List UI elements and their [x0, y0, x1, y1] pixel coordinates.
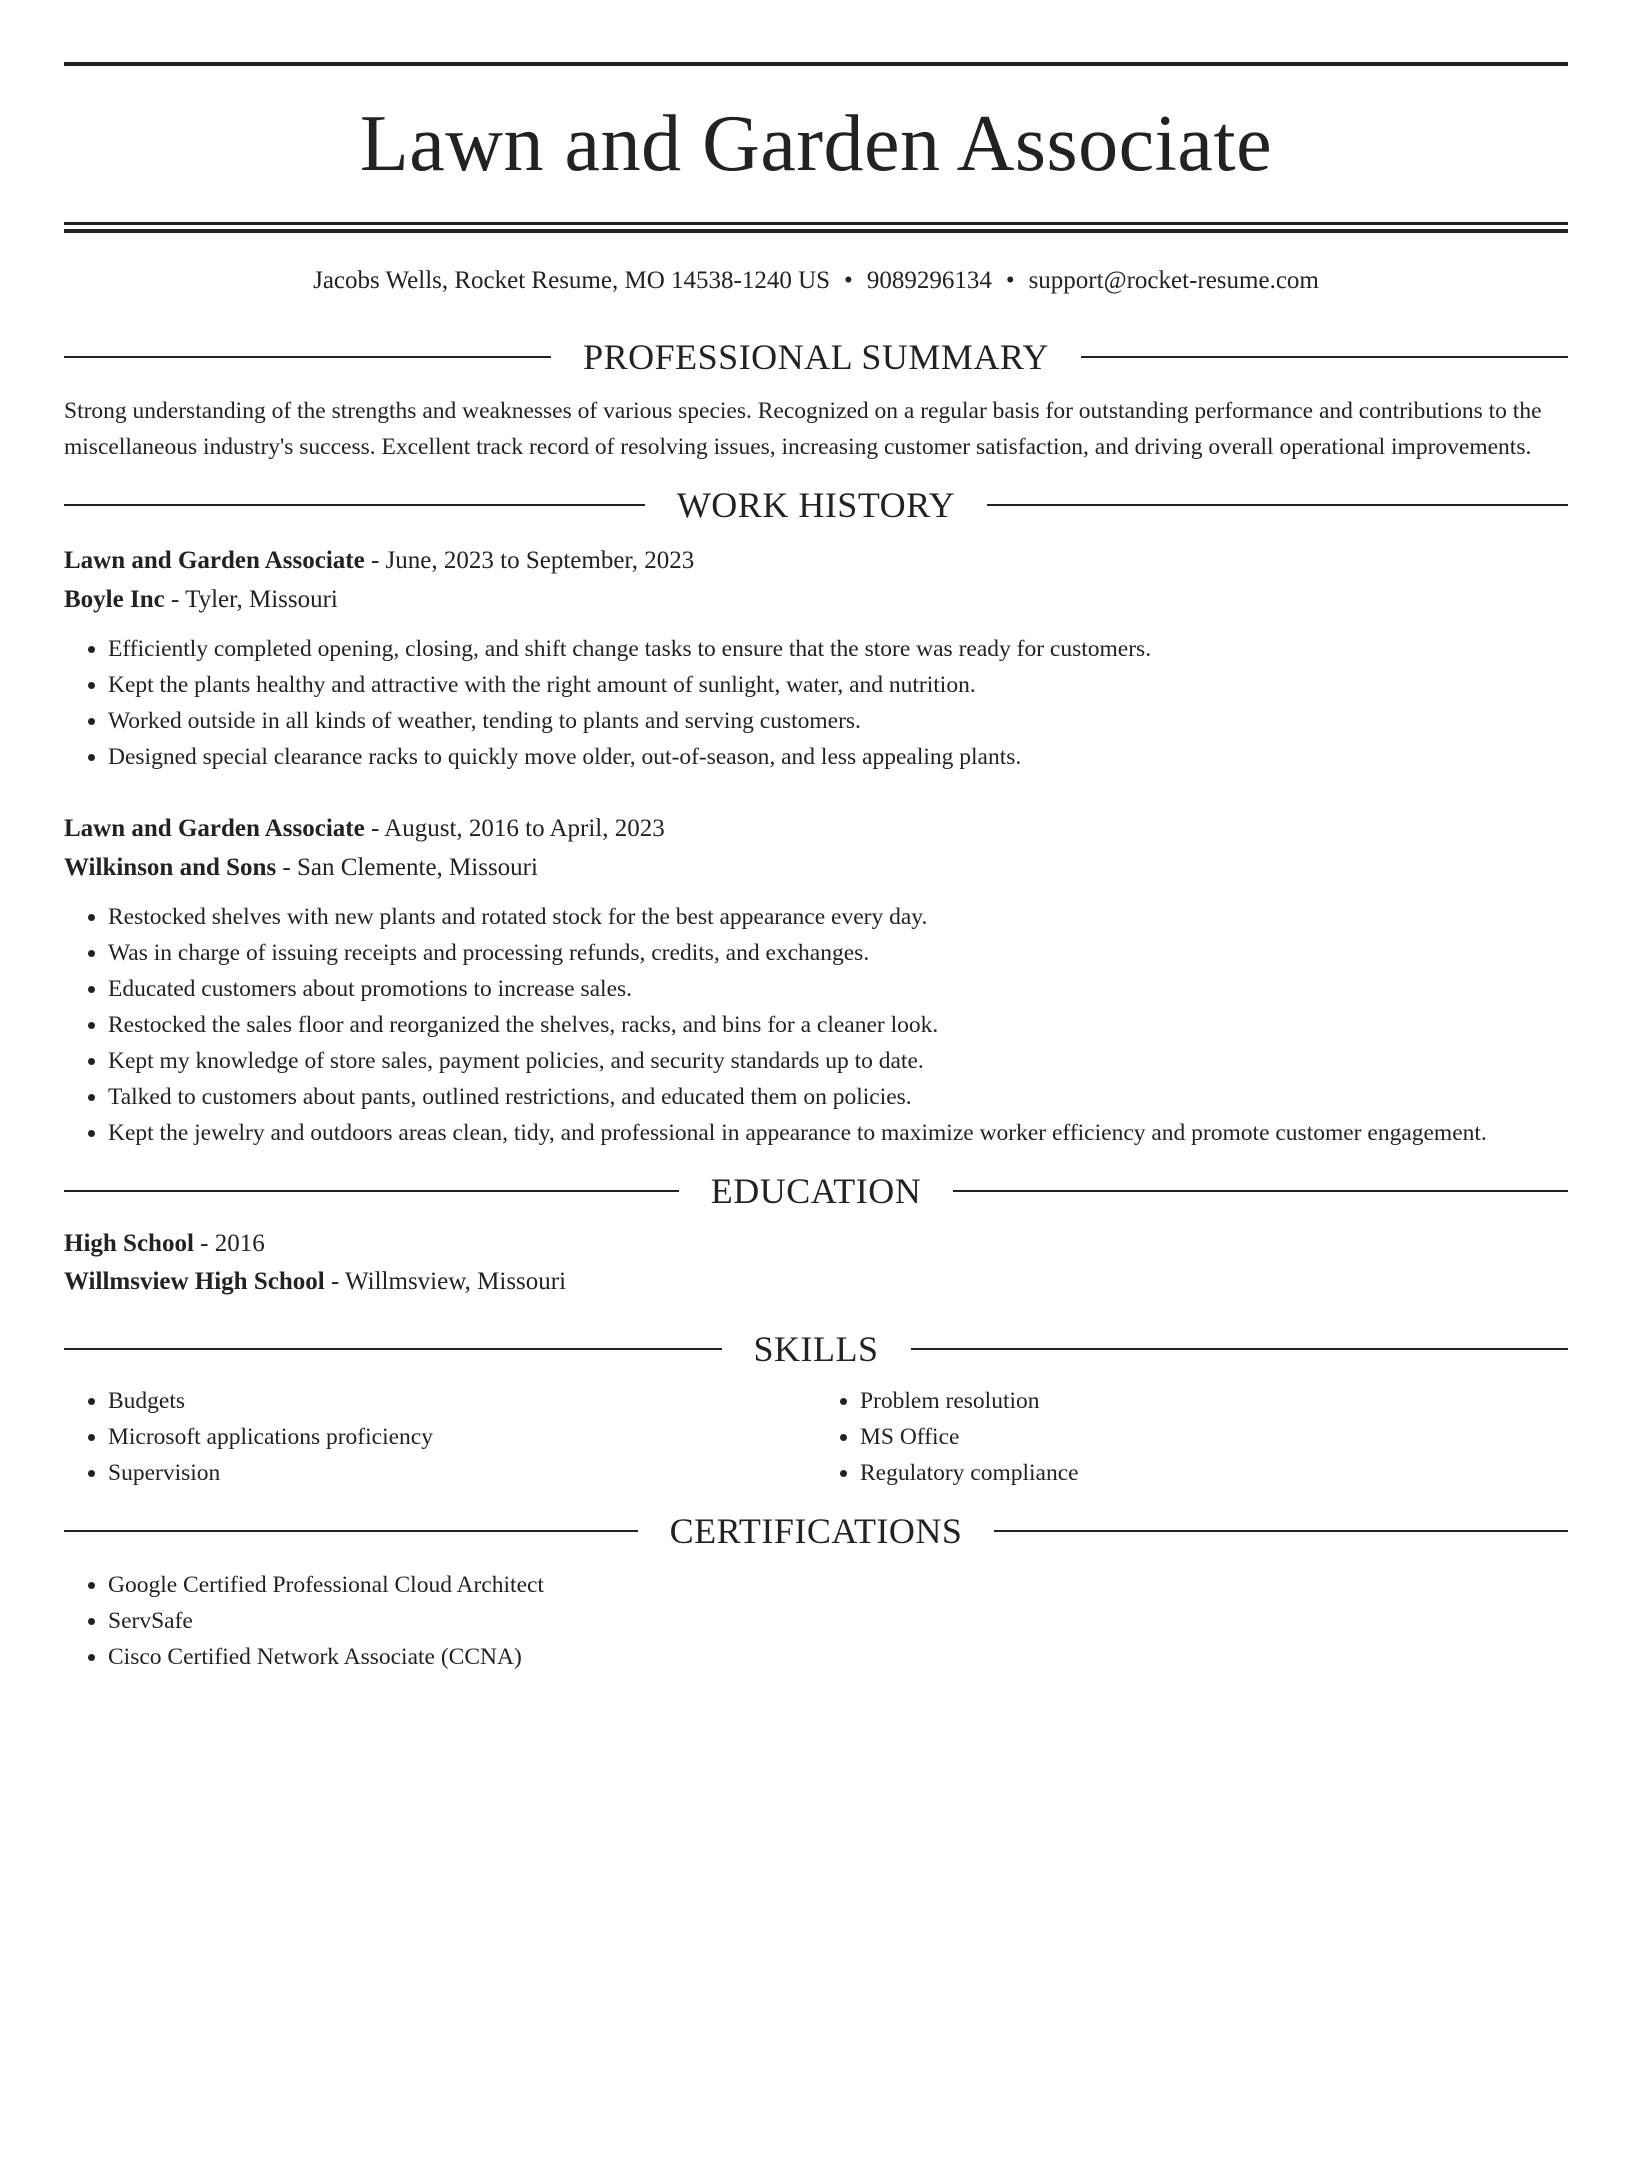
skill-item: • Problem resolution [860, 1383, 1568, 1419]
job-role: Lawn and Garden Associate [64, 815, 365, 842]
certification-bullets [64, 1567, 1568, 1675]
summary-text: Strong understanding of the strengths and weaknesses of various species. Recognized on a regular basis for outstanding performance and contributions to the miscellaneous industry's success. Excellent track record of resolving issues, increasing customer satisfaction, and driving overall operational improvements. [64, 398, 1542, 460]
contact-phone: 9089296134 [866, 267, 992, 294]
list-item: • Restocked the sales floor and reorganized the shelves, racks, and bins for a cleaner look. [108, 1007, 1568, 1043]
job-entry [64, 809, 1568, 1151]
education-location: - Willmsview, Missouri [324, 1268, 567, 1295]
job-company-line [64, 580, 1568, 619]
section-rule-right [987, 504, 1568, 506]
list-item: • Designed special clearance racks to quickly move older, out-of-season, and less appealing plants. [108, 739, 1568, 775]
certifications-list [64, 1567, 1568, 1675]
header-double-rule [64, 222, 1568, 233]
contact-email: support@rocket-resume.com [1028, 267, 1319, 294]
section-header-education [64, 1169, 1568, 1213]
list-item: • Educated customers about promotions to increase sales. [108, 971, 1568, 1007]
section-title-skills: SKILLS [753, 1329, 879, 1369]
list-item: • Restocked shelves with new plants and rotated stock for the best appearance every day. [108, 899, 1568, 935]
section-rule-right [953, 1190, 1568, 1192]
job-company: Wilkinson and Sons [64, 854, 277, 881]
certification-item: • ServSafe [108, 1603, 1568, 1639]
section-title-education: EDUCATION [710, 1171, 922, 1211]
education-year: - 2016 [193, 1230, 265, 1257]
job-title-line [64, 541, 1568, 580]
section-rule-right [1081, 356, 1568, 358]
section-header-work [64, 483, 1568, 527]
list-item: • Was in charge of issuing receipts and processing refunds, credits, and exchanges. [108, 935, 1568, 971]
skill-item: • Budgets [108, 1383, 816, 1419]
education-entry [64, 1225, 1568, 1301]
certification-item: • Google Certified Professional Cloud Architect [108, 1567, 1568, 1603]
certification-item: • Cisco Certified Network Associate (CCNA) [108, 1639, 1568, 1675]
job-entry [64, 541, 1568, 775]
job-location: - San Clemente, Missouri [276, 854, 538, 881]
section-rule-left [64, 504, 645, 506]
job-bullets [64, 899, 1568, 1151]
contact-line [64, 265, 1568, 297]
section-rule-left [64, 1348, 722, 1350]
list-item: • Kept the jewelry and outdoors areas clean, tidy, and professional in appearance to maximize worker efficiency and promote customer engagement. [108, 1115, 1568, 1151]
job-role: Lawn and Garden Associate [64, 547, 365, 574]
section-header-certifications [64, 1509, 1568, 1553]
job-title-line [64, 809, 1568, 848]
section-header-summary [64, 335, 1568, 379]
list-item: • Efficiently completed opening, closing, and shift change tasks to ensure that the store was ready for customers. [108, 631, 1568, 667]
section-rule-left [64, 1190, 679, 1192]
section-title-summary: PROFESSIONAL SUMMARY [583, 337, 1049, 377]
job-company-line [64, 848, 1568, 887]
job-dates: - August, 2016 to April, 2023 [364, 815, 665, 842]
list-item: • Kept the plants healthy and attractive with the right amount of sunlight, water, and nutrition. [108, 667, 1568, 703]
contact-address: Jacobs Wells, Rocket Resume, MO 14538-1240 US [313, 267, 831, 294]
education-degree-line [64, 1225, 1568, 1263]
contact-separator: • [1005, 267, 1015, 294]
section-header-skills [64, 1327, 1568, 1371]
section-title-certifications: CERTIFICATIONS [669, 1511, 963, 1551]
education-degree: High School [64, 1230, 194, 1257]
job-company: Boyle Inc [64, 586, 165, 613]
section-rule-right [994, 1530, 1568, 1532]
section-rule-left [64, 356, 551, 358]
section-title-work: WORK HISTORY [676, 485, 956, 525]
section-rule-right [911, 1348, 1569, 1350]
list-item: • Talked to customers about pants, outlined restrictions, and educated them on policies. [108, 1079, 1568, 1115]
education-school: Willmsview High School [64, 1268, 325, 1295]
job-location: - Tyler, Missouri [164, 586, 338, 613]
contact-separator: • [844, 267, 853, 294]
work-history [64, 541, 1568, 1151]
skill-item: • Regulatory compliance [860, 1455, 1568, 1491]
job-bullets [64, 631, 1568, 775]
resume-page [0, 62, 1632, 2174]
skills-column-right [816, 1383, 1568, 1491]
section-rule-left [64, 1530, 638, 1532]
job-dates: - June, 2023 to September, 2023 [364, 547, 695, 574]
education-school-line [64, 1263, 1568, 1301]
skill-item: • Microsoft applications proficiency [108, 1419, 816, 1455]
skill-item: • MS Office [860, 1419, 1568, 1455]
list-item: • Worked outside in all kinds of weather, tending to plants and serving customers. [108, 703, 1568, 739]
skill-item: • Supervision [108, 1455, 816, 1491]
list-item: • Kept my knowledge of store sales, payment policies, and security standards up to date. [108, 1043, 1568, 1079]
skills-column-left [64, 1383, 816, 1491]
skills-grid [64, 1383, 1568, 1491]
resume-title: Lawn and Garden Associate [359, 100, 1273, 188]
